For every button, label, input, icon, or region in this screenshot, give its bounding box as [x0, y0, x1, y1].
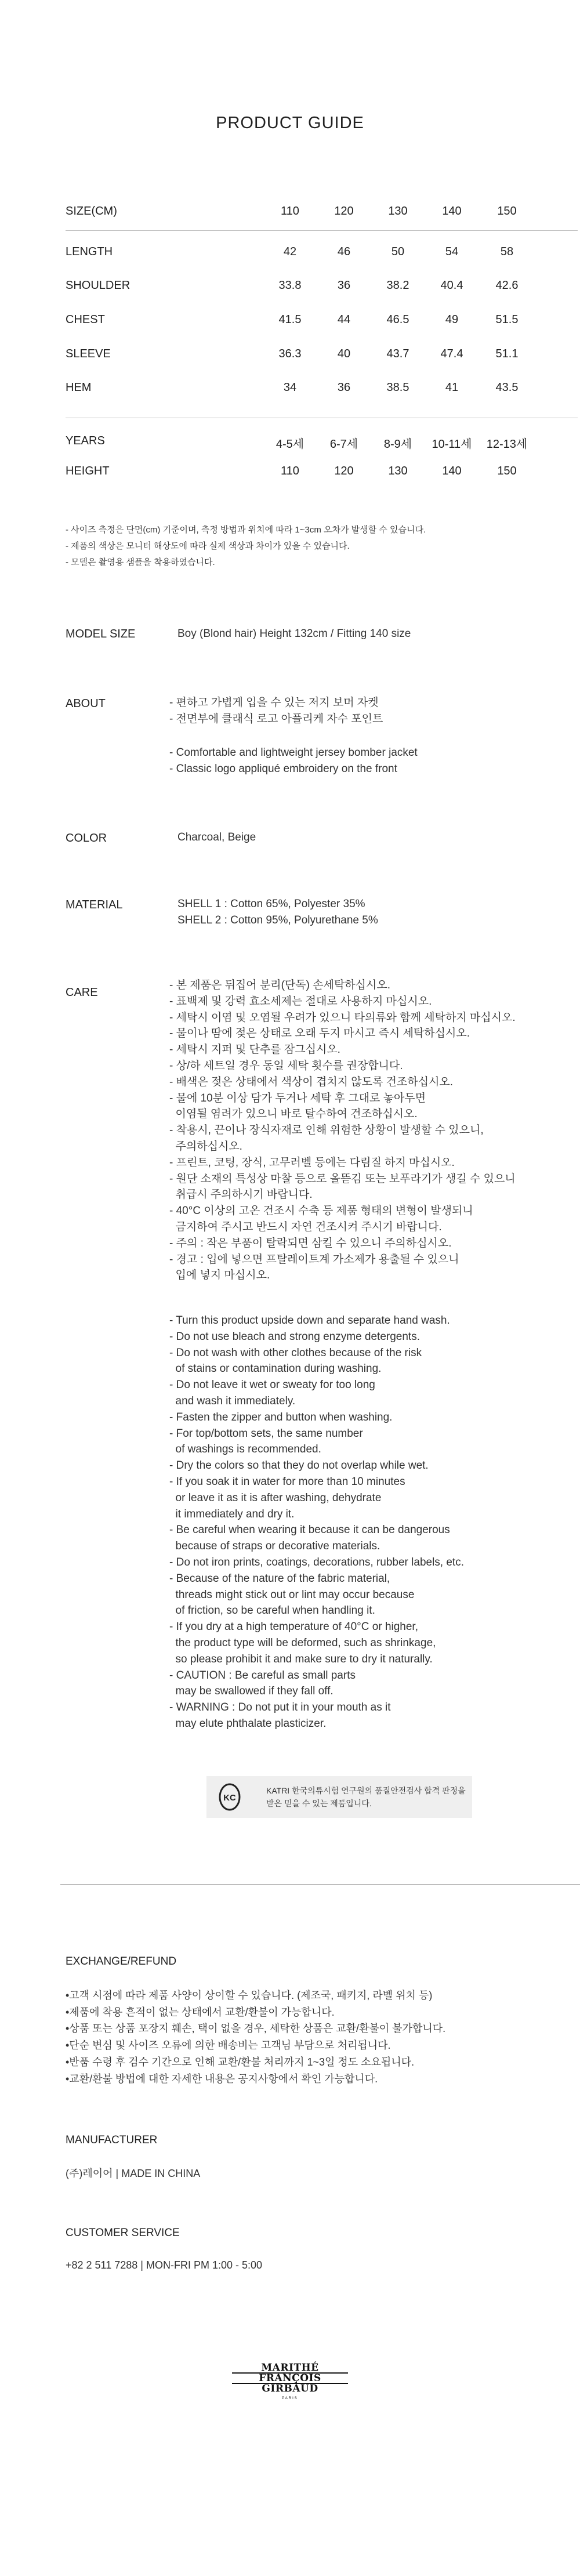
material-line: SHELL 1 : Cotton 65%, Polyester 35%	[177, 898, 365, 910]
size-header-150: 150	[497, 205, 517, 218]
model-size-label: MODEL SIZE	[66, 628, 136, 640]
list-item: 주의하십시오.	[169, 1140, 242, 1153]
model-size-value: Boy (Blond hair) Height 132cm / Fitting 140 size	[177, 628, 411, 640]
list-item: - 세탁시 이염 및 오염될 우려가 있으니 타의류와 함께 세탁하지 마십시오.	[169, 1011, 516, 1024]
row-label-hem: HEM	[66, 381, 92, 394]
table-cell: 6-7세	[329, 438, 358, 451]
list-item: - Turn this product upside down and separate hand wash.	[169, 1314, 450, 1327]
manufacturer-value: (주)레이어 | MADE IN CHINA	[66, 2168, 201, 2179]
table-cell: 41.5	[278, 313, 302, 326]
list-item: may be swallowed if they fall off.	[169, 1685, 334, 1698]
row-label-length: LENGTH	[66, 245, 113, 258]
table-cell: 140	[442, 465, 462, 477]
brand-line: MARITHÉ	[261, 2362, 319, 2374]
table-cell: 4-5세	[276, 438, 304, 451]
kc-mark-icon	[218, 1783, 241, 1811]
table-cell: 12-13세	[486, 438, 528, 451]
list-item: 금지하여 주시고 반드시 자연 건조시켜 주시기 바랍니다.	[169, 1220, 442, 1233]
table-cell: 51.1	[495, 347, 519, 360]
table-cell: 38.2	[386, 279, 409, 292]
color-note: - 제품의 색상은 모니터 해상도에 따라 실제 색상과 차이가 있을 수 있습니다.	[66, 541, 350, 551]
material-lines	[177, 896, 378, 929]
row-label-sleeve: SLEEVE	[66, 347, 111, 360]
table-cell: 44	[337, 313, 351, 326]
list-item: - Dry the colors so that they do not overlap while wet.	[169, 1459, 429, 1472]
table-cell: 36	[337, 381, 351, 394]
list-item: - Fasten the zipper and button when washing.	[169, 1411, 393, 1423]
section-divider	[60, 1884, 580, 1885]
size-header-120: 120	[334, 205, 354, 218]
color-label: COLOR	[66, 832, 107, 845]
row-label-years: YEARS	[66, 434, 105, 447]
manufacturer-label: MANUFACTURER	[66, 2134, 158, 2146]
table-cell: 33.8	[278, 279, 302, 292]
customer-service-label: CUSTOMER SERVICE	[66, 2227, 180, 2239]
list-item: of washings is recommended.	[169, 1443, 321, 1456]
list-item: •고객 시점에 따라 제품 사양이 상이할 수 있습니다. (제조국, 패키지, 라벨 위치 등)	[66, 1990, 433, 2001]
color-value: Charcoal, Beige	[177, 831, 256, 843]
list-item: - 본 제품은 뒤집어 분리(단독) 손세탁하십시오.	[169, 979, 391, 991]
table-cell: 51.5	[495, 313, 519, 326]
care-korean	[169, 977, 516, 1284]
brand-line: FRANÇOIS	[232, 2372, 348, 2383]
table-cell: 42	[283, 245, 297, 258]
list-item: - 프린트, 코팅, 장식, 고무러벨 등에는 다림질 하지 마십시오.	[169, 1156, 455, 1169]
row-label-height: HEIGHT	[66, 465, 110, 477]
list-item: •제품에 착용 흔적이 없는 상태에서 교환/환불이 가능합니다.	[66, 2006, 335, 2018]
list-item: 이염될 염려가 있으니 바로 탈수하여 건조하십시오.	[169, 1108, 418, 1121]
table-cell: 41	[445, 381, 459, 394]
table-cell: 50	[391, 245, 405, 258]
about-line: - Comfortable and lightweight jersey bomber jacket	[169, 747, 418, 759]
list-item: the product type will be deformed, such as shrinkage,	[169, 1636, 436, 1649]
list-item: it immediately and dry it.	[169, 1508, 295, 1520]
material-line: SHELL 2 : Cotton 95%, Polyurethane 5%	[177, 914, 378, 926]
table-cell: 43.7	[386, 347, 409, 360]
list-item: - 주의 : 작은 부품이 탈락되면 삼킬 수 있으니 주의하십시오.	[169, 1237, 452, 1249]
list-item: - Because of the nature of the fabric material,	[169, 1572, 390, 1585]
list-item: may elute phthalate plasticizer.	[169, 1717, 327, 1730]
table-cell: 130	[388, 465, 408, 477]
table-cell: 43.5	[495, 381, 519, 394]
list-item: •상품 또는 상품 포장지 훼손, 택이 없을 경우, 세탁한 상품은 교환/환불이 불가합니다.	[66, 2023, 446, 2035]
table-cell: 10-11세	[432, 438, 472, 451]
brand-line: GIRBAUD	[232, 2383, 348, 2393]
about-line: - 편하고 가볍게 입을 수 있는 저지 보머 자켓	[169, 697, 379, 709]
about-korean	[169, 695, 383, 727]
list-item: because of straps or decorative materials.	[169, 1540, 380, 1553]
list-item: •반품 수령 후 검수 기간으로 인해 교환/환불 처리까지 1~3일 정도 소요됩니다.	[66, 2056, 415, 2068]
list-item: - Do not iron prints, coatings, decorations, rubber labels, etc.	[169, 1556, 464, 1568]
list-item: - If you dry at a high temperature of 40°C or higher,	[169, 1621, 418, 1633]
table-cell: 46	[337, 245, 351, 258]
list-item: 취급시 주의하시기 바랍니다.	[169, 1189, 313, 1201]
about-english	[169, 745, 418, 777]
row-label-chest: CHEST	[66, 313, 105, 326]
row-label-shoulder: SHOULDER	[66, 279, 130, 292]
size-header-label: SIZE(CM)	[66, 205, 117, 218]
table-cell: 34	[283, 381, 297, 394]
brand-sub: PARIS	[282, 2397, 298, 2400]
list-item: - 물에 10분 이상 담가 두거나 세탁 후 그대로 놓아두면	[169, 1092, 426, 1104]
list-item: - If you soak it in water for more than 10 minutes	[169, 1475, 405, 1488]
list-item: - 원단 소재의 특성상 마찰 등으로 올뜯김 또는 보푸라기가 생길 수 있으니	[169, 1172, 516, 1185]
cert-line: KATRI 한국의류시험 연구원의 품질안전검사 합격 판정을	[266, 1786, 466, 1795]
size-header-130: 130	[388, 205, 408, 218]
list-item: 입에 넣지 마십시오.	[169, 1269, 270, 1282]
care-english	[169, 1313, 464, 1732]
size-header-140: 140	[442, 205, 462, 218]
exchange-lines	[66, 1987, 445, 2087]
certification-box	[206, 1776, 472, 1818]
list-item: - Do not wash with other clothes because of the risk	[169, 1346, 422, 1359]
table-cell: 120	[334, 465, 354, 477]
list-item: - WARNING : Do not put it in your mouth as it	[169, 1701, 391, 1714]
svg-text:KC: KC	[223, 1793, 236, 1803]
table-cell: 49	[445, 313, 459, 326]
care-label: CARE	[66, 986, 98, 999]
list-item: - 상/하 세트일 경우 동일 세탁 횟수를 권장합니다.	[169, 1059, 403, 1072]
list-item: threads might stick out or lint may occur because	[169, 1588, 415, 1601]
list-item: - 착용시, 끈이나 장식자재로 인해 위험한 상황이 발생할 수 있으니,	[169, 1124, 484, 1137]
list-item: and wash it immediately.	[169, 1394, 296, 1407]
list-item: - Do not leave it wet or sweaty for too long	[169, 1379, 375, 1392]
list-item: •단순 변심 및 사이즈 오류에 의한 배송비는 고객님 부담으로 처리됩니다.	[66, 2039, 391, 2052]
material-label: MATERIAL	[66, 898, 123, 911]
list-item: - 물이나 땀에 젖은 상태로 오래 두지 마시고 즉시 세탁하십시오.	[169, 1027, 470, 1040]
page-title: PRODUCT GUIDE	[216, 114, 364, 132]
table-cell: 46.5	[386, 313, 409, 326]
table-cell: 150	[497, 465, 517, 477]
about-label: ABOUT	[66, 697, 106, 710]
table-cell: 36	[337, 279, 351, 292]
list-item: •교환/환불 방법에 대한 자세한 내용은 공지사항에서 확인 가능합니다.	[66, 2073, 378, 2085]
list-item: or leave it as it is after washing, dehydrate	[169, 1491, 382, 1504]
table-cell: 54	[445, 245, 459, 258]
about-line: - 전면부에 클래식 로고 아플리케 자수 포인트	[169, 713, 383, 725]
list-item: - 경고 : 입에 넣으면 프탈레이트계 가소제가 용출될 수 있으니	[169, 1253, 459, 1266]
list-item: - Be careful when wearing it because it can be dangerous	[169, 1524, 450, 1537]
list-item: - CAUTION : Be careful as small parts	[169, 1669, 356, 1682]
table-cell: 42.6	[495, 279, 519, 292]
table-cell: 40	[337, 347, 351, 360]
list-item: - 세탁시 지퍼 및 단추를 잠그십시오.	[169, 1044, 340, 1056]
size-note: - 사이즈 측정은 단면(cm) 기준이며, 측정 방법과 위치에 따라 1~3cm 오차가 발생할 수 있습니다.	[66, 525, 426, 535]
exchange-label: EXCHANGE/REFUND	[66, 1955, 177, 1968]
list-item: of stains or contamination during washing.	[169, 1363, 382, 1375]
table-divider	[66, 230, 578, 231]
about-line: - Classic logo appliqué embroidery on the front	[169, 763, 397, 775]
customer-service-value: +82 2 511 7288 | MON-FRI PM 1:00 - 5:00	[66, 2259, 263, 2271]
table-cell: 58	[500, 245, 514, 258]
list-item: - 표백제 및 강력 효소세제는 절대로 사용하지 마십시오.	[169, 995, 432, 1008]
brand-logo	[232, 2364, 348, 2400]
cert-text	[266, 1784, 466, 1810]
size-header-110: 110	[281, 205, 299, 218]
list-item: - Do not use bleach and strong enzyme detergents.	[169, 1330, 420, 1343]
table-cell: 110	[281, 465, 299, 477]
table-cell: 38.5	[386, 381, 409, 394]
list-item: - 배색은 젖은 상태에서 색상이 겹치지 않도록 건조하십시오.	[169, 1075, 454, 1088]
table-cell: 8-9세	[383, 438, 412, 451]
list-item: of friction, so be careful when handling it.	[169, 1604, 375, 1617]
model-note: - 모델은 촬영용 샘플을 착용하였습니다.	[66, 557, 215, 567]
list-item: so please prohibit it and make sure to dry it naturally.	[169, 1653, 433, 1665]
table-cell: 40.4	[440, 279, 463, 292]
table-cell: 47.4	[440, 347, 463, 360]
list-item: - For top/bottom sets, the same number	[169, 1427, 363, 1440]
table-cell: 36.3	[278, 347, 302, 360]
cert-line: 받은 믿을 수 있는 제품입니다.	[266, 1799, 372, 1808]
list-item: - 40°C 이상의 고온 건조시 수축 등 제품 형태의 변형이 발생되니	[169, 1205, 473, 1218]
